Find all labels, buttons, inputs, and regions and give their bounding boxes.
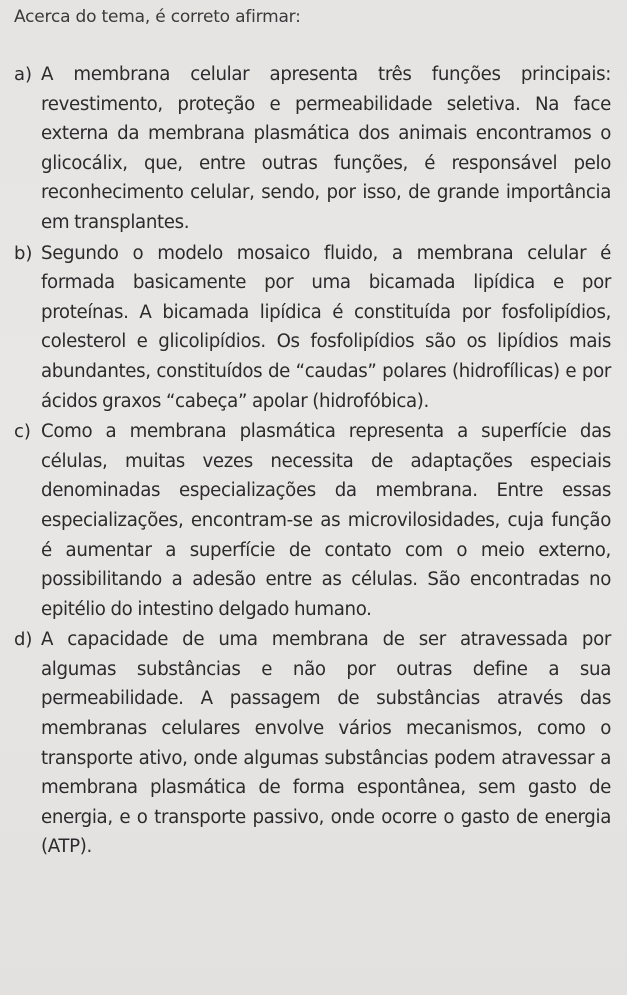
option-c (14, 417, 615, 624)
option-letter: a) (14, 64, 33, 85)
option-a (14, 60, 615, 238)
option-d (14, 625, 615, 862)
option-text: A membrana celular apresenta três funções principais: revestimento, proteção e permeabilidade seletiva. Na face externa da membrana plasmática dos animais encontramos o glicocálix, que, entre outras funções, é responsável pelo reconhecimento celular, sendo, por isso, de grande importância em transplantes. (41, 64, 611, 233)
question-prompt: Acerca do tema, é correto afirmar: (14, 7, 301, 27)
option-text: A capacidade de uma membrana de ser atravessada por algumas substâncias e não por outras define a sua permeabilidade. A passagem de substâncias através das membranas celulares envolve vários mecanismos, como o transporte ativo, onde algumas substâncias podem atravessar a membrana plasmática de forma espontânea, sem gasto de energia, e o transporte passivo, onde ocorre o gasto de energia (ATP). (41, 629, 611, 858)
option-letter: c) (14, 421, 31, 443)
option-b (14, 239, 615, 417)
option-letter: b) (14, 242, 33, 264)
option-text: Segundo o modelo mosaico fluido, a membrana celular é formada basicamente por uma bicamada lipídica e por proteínas. A bicamada lipídica é constituída por fosfolipídios, colesterol e glicolipídios. Os fosfolipídios são os lipídios mais abundantes, constituídos de “caudas” polares (hidrofílicas) e por ácidos graxos “cabeça” apolar (hidrofóbica). (41, 242, 611, 412)
option-letter: d) (14, 629, 33, 651)
option-text: Como a membrana plasmática representa a superfície das células, muitas vezes necessita de adaptações especiais denominadas especializações da membrana. Entre essas especializações, encontram-se as microvilosidades, cuja função é aumentar a superfície de contato com o meio externo, possibilitando a adesão entre as células. São encontradas no epitélio do intestino delgado humano. (41, 421, 611, 620)
